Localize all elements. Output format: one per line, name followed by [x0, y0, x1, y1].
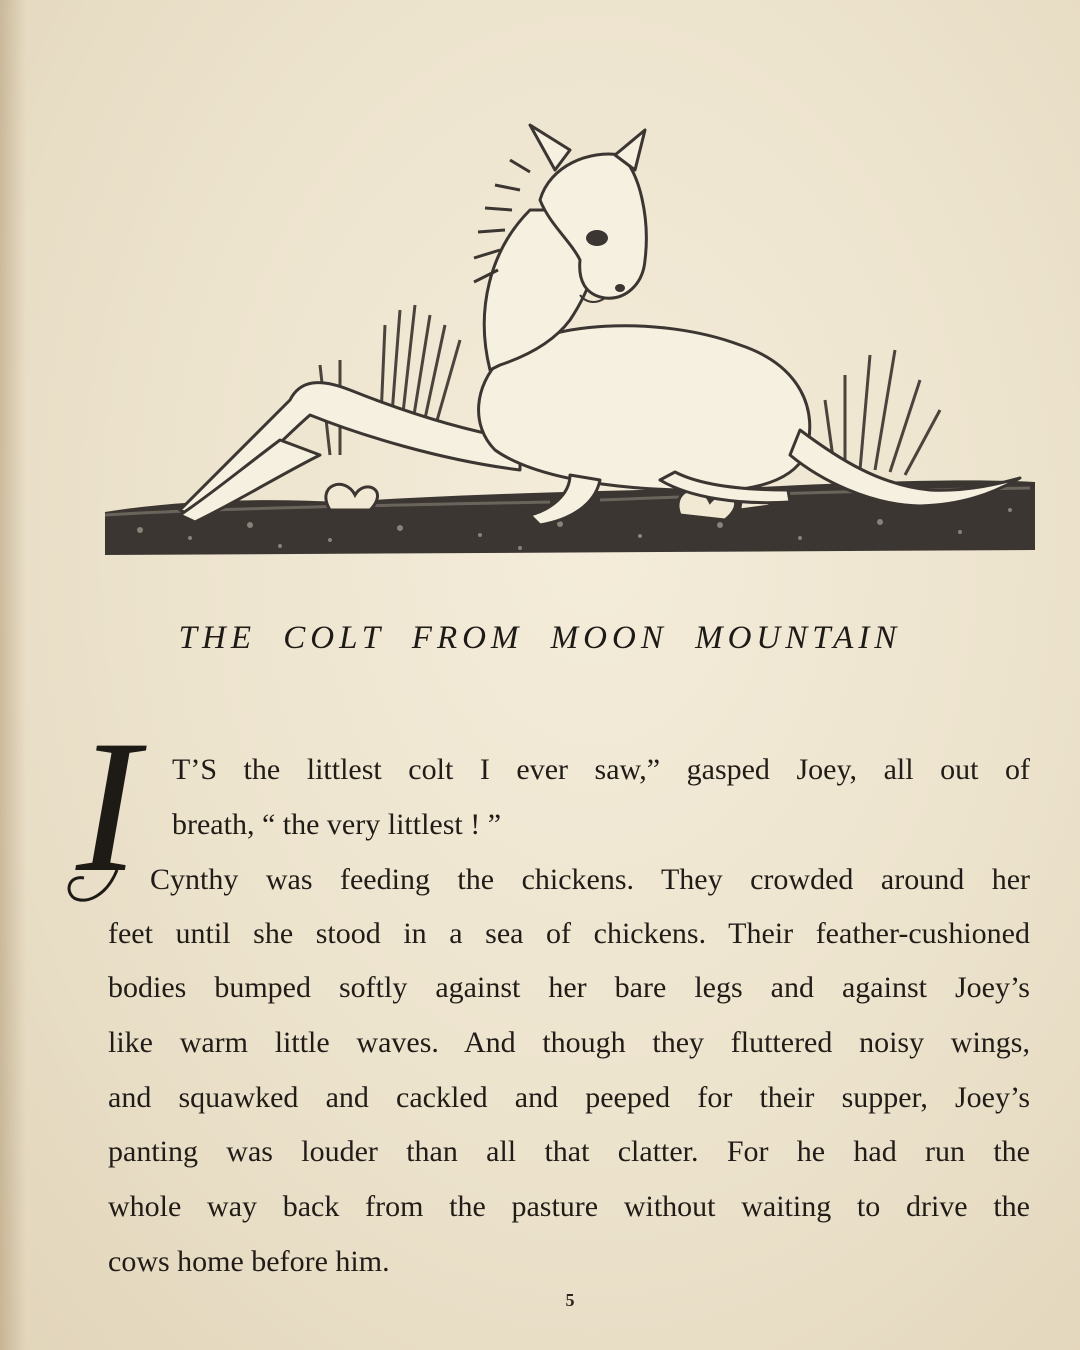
body-line-6: like warm little waves. And though they fluttered noisy wings,	[108, 1026, 1030, 1059]
page-number: 5	[565, 1290, 575, 1310]
body-line-2: breath, “ the very littlest ! ”	[172, 808, 502, 841]
body-line-9: whole way back from the pasture without waiting to drive the	[108, 1190, 1030, 1223]
gutter-shadow	[0, 0, 26, 1350]
colt-illustration	[100, 110, 1040, 560]
body-line-7: and squawked and cackled and peeped for their supper, Joey’s	[108, 1081, 1030, 1114]
body-line-5: bodies bumped softly against her bare legs and against Joey’s	[108, 971, 1030, 1004]
body-line-4: feet until she stood in a sea of chickens. Their feather-cushioned	[108, 917, 1030, 950]
body-line-1: T’S the littlest colt I ever saw,” gasped Joey, all out of	[172, 753, 1030, 786]
chapter-title: THE COLT FROM MOON MOUNTAIN	[178, 620, 902, 656]
body-line-8: panting was louder than all that clatter. For he had run the	[108, 1135, 1030, 1168]
body-line-10: cows home before him.	[108, 1245, 390, 1278]
dropcap-letter: I	[76, 720, 140, 912]
body-line-3: Cynthy was feeding the chickens. They crowded around her	[150, 863, 1030, 896]
